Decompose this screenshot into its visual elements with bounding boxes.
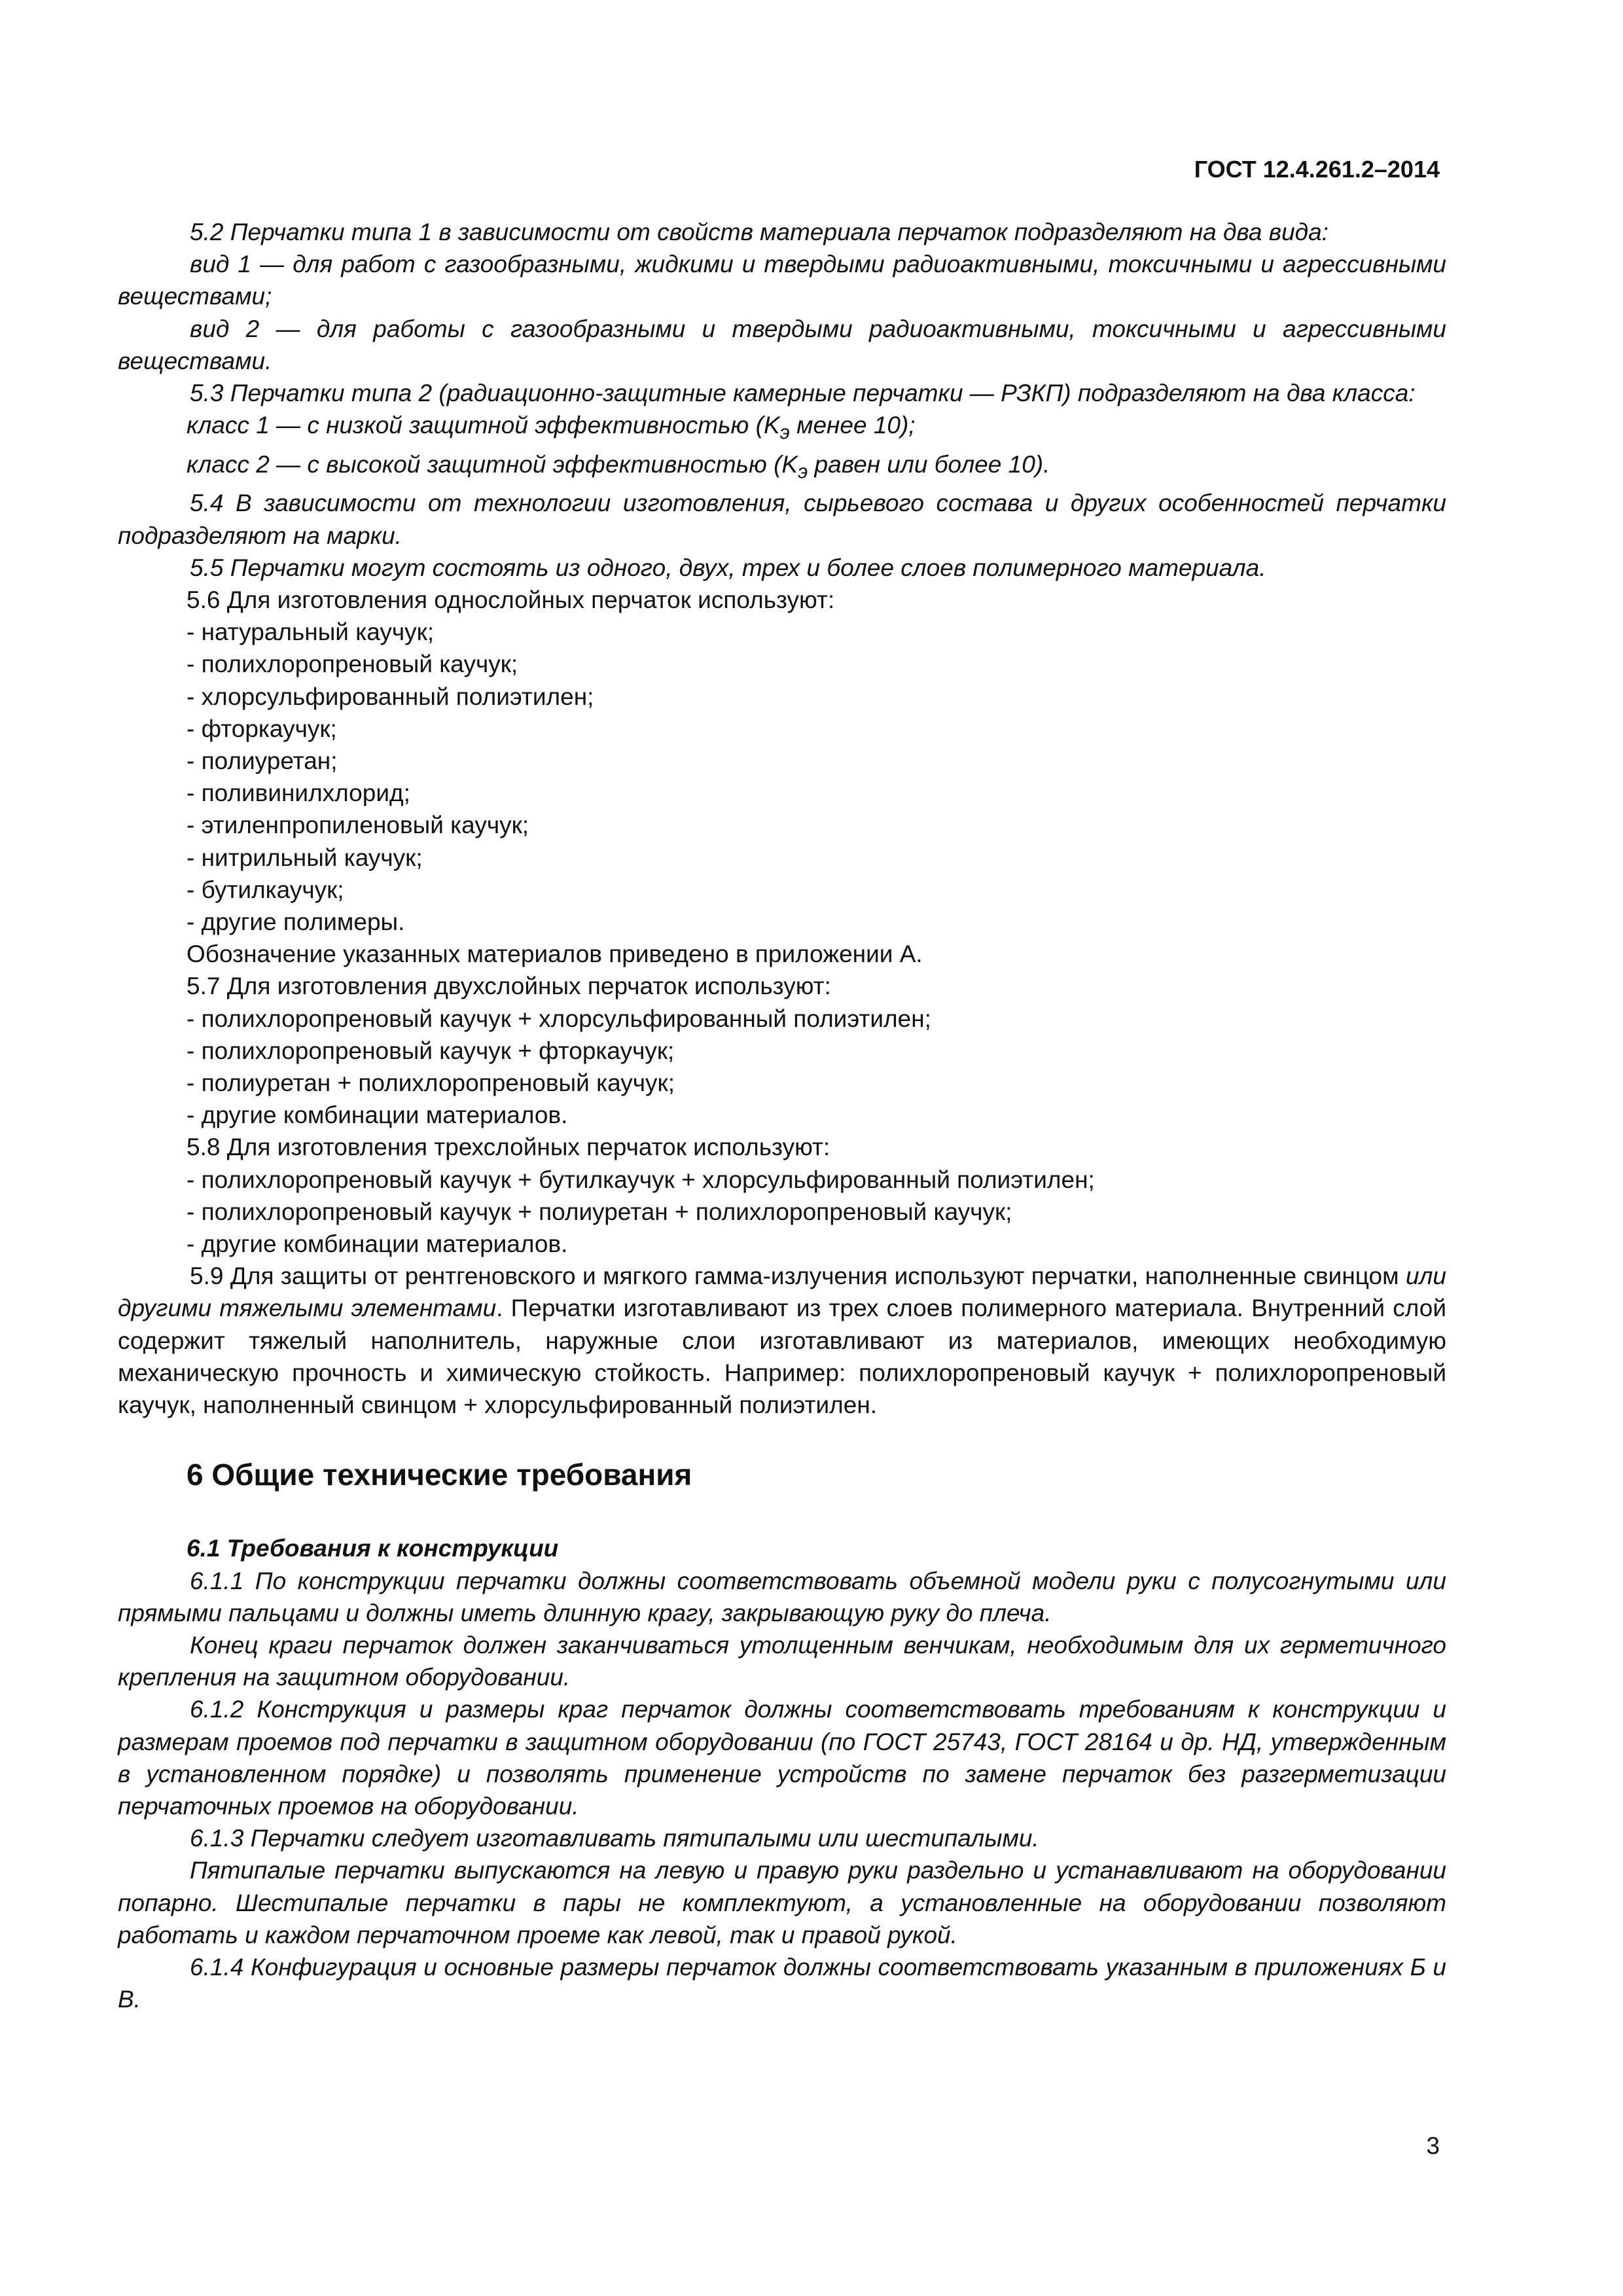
designation-note: Обозначение указанных материалов приведено в приложении А. — [187, 941, 923, 968]
paragraph-5-9 — [118, 1260, 1446, 1421]
class-1-text-a: класс 1 — с низкой защитной эффективностью (K — [187, 412, 780, 439]
list-item: - полихлоропреновый каучук + полиуретан + полихлоропреновый каучук; — [187, 1198, 1012, 1225]
list-item: - другие комбинации материалов. — [187, 1230, 568, 1258]
class-1-subscript: э — [779, 420, 790, 444]
class-1-text-b: менее 10); — [789, 412, 916, 439]
document-code: ГОСТ 12.4.261.2–2014 — [1194, 156, 1440, 183]
list-item: - бутилкаучук; — [187, 876, 344, 903]
class-2-item — [118, 448, 1446, 488]
list-triple-layer — [118, 1164, 1446, 1261]
class-2-text-b: равен или более 10). — [808, 450, 1050, 478]
list-item: - полиуретан + полихлоропреновый каучук; — [187, 1069, 675, 1097]
document-body — [118, 216, 1446, 2015]
list-item: - этиленпропиленовый каучук; — [187, 812, 529, 839]
list-item: - нитрильный каучук; — [187, 844, 423, 871]
class-1-item — [118, 409, 1446, 448]
paragraph-5-4: 5.4 В зависимости от технологии изготовления, сырьевого состава и других особенностей перчатки подразделяют на марки. — [118, 490, 1446, 549]
paragraph-type-1: вид 1 — для работ с газообразными, жидкими и твердыми радиоактивными, токсичными и агрессивными веществами; — [118, 251, 1446, 310]
list-item: - хлорсульфированный полиэтилен; — [187, 683, 594, 710]
paragraph-5-9-italic: или другими тяжелыми элементами — [118, 1263, 1446, 1322]
paragraph-6-1-3: 6.1.3 Перчатки следует изготавливать пятипалыми или шестипалыми. — [190, 1825, 1039, 1852]
list-item: - натуральный каучук; — [187, 619, 435, 646]
paragraph-6-1-1-cont: Конец краги перчаток должен заканчиваться утолщенным венчикам, необходимым для их герметичного крепления на защитном оборудовании. — [118, 1631, 1446, 1691]
paragraph-6-1-4: 6.1.4 Конфигурация и основные размеры перчаток должны соответствовать указанным в приложениях Б и В. — [118, 1953, 1446, 2013]
subsection-6-1-heading: 6.1 Требования к конструкции — [187, 1535, 559, 1562]
paragraph-5-5: 5.5 Перчатки могут состоять из одного, двух, трех и более слоев полимерного материала. — [190, 554, 1266, 581]
list-single-layer — [118, 616, 1446, 938]
list-item: - другие полимеры. — [187, 908, 405, 936]
paragraph-5-6: 5.6 Для изготовления однослойных перчаток используют: — [187, 586, 835, 614]
list-item: - полихлоропреновый каучук + хлорсульфированный полиэтилен; — [187, 1005, 931, 1032]
paragraph-6-1-1: 6.1.1 По конструкции перчатки должны соответствовать объемной модели руки с полусогнутыми или прямыми пальцами и должны иметь длинную крагу, закрывающую руку до плеча. — [118, 1567, 1446, 1626]
class-2-text-a: класс 2 — с высокой защитной эффективностью (K — [187, 450, 798, 478]
paragraph-5-3: 5.3 Перчатки типа 2 (радиационно-защитные камерные перчатки — РЗКП) подразделяют на два класса: — [190, 380, 1416, 407]
paragraph-5-2: 5.2 Перчатки типа 1 в зависимости от свойств материала перчаток подразделяют на два вида: — [190, 219, 1329, 245]
paragraph-type-2: вид 2 — для работы с газообразными и твердыми радиоактивными, токсичными и агрессивными веществами. — [118, 315, 1446, 374]
list-item: - другие комбинации материалов. — [187, 1102, 568, 1129]
list-item: - полихлоропреновый каучук + фторкаучук; — [187, 1037, 675, 1064]
list-item: - поливинилхлорид; — [187, 780, 410, 807]
page-number: 3 — [1426, 2132, 1440, 2159]
list-double-layer — [118, 1003, 1446, 1132]
paragraph-6-1-2: 6.1.2 Конструкция и размеры краг перчаток должны соответствовать требованиям к конструкции и размерам проемов под перчатки в защитном оборудовании (по ГОСТ 25743, ГОСТ 28164 и др. НД, утвержденным в установленном порядке) и позволять применение устройств по замене перчаток без разгерметизации перчаточных проемов на оборудовании. — [118, 1696, 1446, 1820]
list-item: - фторкаучук; — [187, 715, 337, 742]
list-item: - полиуретан; — [187, 747, 338, 775]
paragraph-5-9-a: 5.9 Для защиты от рентгеновского и мягкого гамма-излучения используют перчатки, наполненные свинцом — [190, 1263, 1406, 1290]
list-item: - полихлоропреновый каучук; — [187, 651, 518, 678]
list-item: - полихлоропреновый каучук + бутилкаучук + хлорсульфированный полиэтилен; — [187, 1166, 1095, 1193]
paragraph-5-8: 5.8 Для изготовления трехслойных перчаток используют: — [187, 1134, 830, 1161]
paragraph-6-1-3-cont: Пятипалые перчатки выпускаются на левую и правую руки раздельно и устанавливают на оборудовании попарно. Шестипалые перчатки в пары не комплектуют, а установленные на оборудовании позволяют работать и каждом перчаточном проеме как левой, так и правой рукой. — [118, 1857, 1446, 1948]
section-6-heading: 6 Общие технические требования — [187, 1458, 692, 1492]
paragraph-5-9-c: . Перчатки изготавливают из трех слоев полимерного материала. Внутренний слой содержит тяжелый наполнитель, наружные слои изготавливают из материалов, имеющих необходимую механическую прочность и химическую стойкость. Например: полихлоропреновый каучук + полихлоропреновый каучук, наполненный свинцом + хлорсульфированный полиэтилен. — [118, 1295, 1447, 1419]
class-2-subscript: э — [798, 459, 808, 483]
paragraph-5-7: 5.7 Для изготовления двухслойных перчаток используют: — [187, 973, 831, 1000]
